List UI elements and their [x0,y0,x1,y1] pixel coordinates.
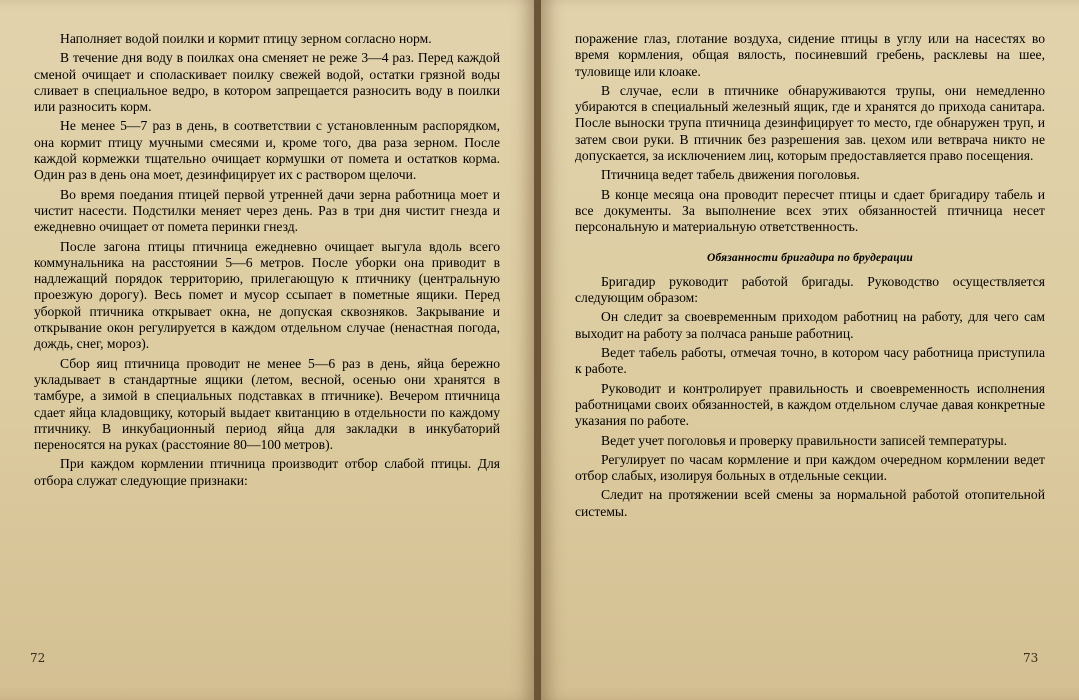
paragraph: В конце месяца она проводит пересчет птицы и сдает бригадиру табель и все документы. За выполнение всех этих обязанностей птичница несет персональную и материальную ответственность. [575,186,1045,235]
paragraph: Птичница ведет табель движения поголовья. [601,167,860,183]
paragraph: При каждом кормлении птичница производит отбор слабой птицы. Для отбора служат следующие признаки: [34,456,500,488]
right-page-text [575,31,1045,523]
paragraph: Сбор яиц птичница проводит не менее 5—6 раз в день, яйца бережно укладывает в стандартные ящики (летом, весной, осенью они хранятся в тамбуре, а зимой в специальных подставках в птичнике). Вечером птичница сдает яйца кладовщику, который выдает квитанцию в отдельности по каждому птичнику. В инкубационный период яйца для закладки в инкубаторий переносятся на руках (расстояние 80—100 метров). [34,355,500,453]
left-page-text [34,31,500,492]
paragraph: Регулирует по часам кормление и при каждом очередном кормлении ведет отбор слабых, изолируя больных в отдельные секции. [575,451,1045,484]
paragraph: Во время поедания птицей первой утренней дачи зерна работница моет и чистит насести. Подстилки меняет через день. Раз в три дня чистит гнезда и ежедневно очищает от помета перинки гнезд. [34,186,500,235]
paragraph: Ведет табель работы, отмечая точно, в котором часу работница приступила к работе. [575,345,1045,377]
paragraph: Следит на протяжении всей смены за нормальной работой отопительной системы. [575,487,1045,519]
paragraph: После загона птицы птичница ежедневно очищает выгула вдоль всего коммунальника на расстоянии 5—6 метров. После уборки она приводит в надлежащий порядок территорию, прилегающую к птичнику (центральную проезжую дорогу). Весь помет и мусор ссыпает в пометные ящики. Перед уборкой птичника открывает окна, не допуская сквозняков. Закрывание и открывание окон регулируется в каждом отдельном случае (ненастная погода, дождь, снег, мороз). [34,238,500,352]
paragraph: Бригадир руководит работой бригады. Руководство осуществляется следующим образом: [575,273,1045,306]
paragraph: Он следит за своевременным приходом работниц на работу, для чего сам выходит на работу за полчаса раньше работниц. [575,309,1045,341]
paragraph: В случае, если в птичнике обнаруживаются трупы, они немедленно убираются в специальный железный ящик, где и хранятся до прихода санитара. После выноски трупа птичница дезинфицирует то место, где обнаружен труп, и затем свои руки. В птичник без разрешения зав. цехом или ветврача никто не допускается, за исключением лиц, которым предоставляется право посещения. [575,82,1045,164]
page-number-right: 73 [1023,651,1039,665]
paragraph: Наполняет водой поилки и кормит птицу зерном согласно норм. [60,31,432,46]
paragraph: В течение дня воду в поилках она сменяет не реже 3—4 раз. Перед каждой сменой очищает и споласкивает поилку свежей водой, остатки грязной воды сливает в специальное ведро, в котором запрещается разносить воду в поилки или разносить корм. [34,50,500,115]
paragraph: поражение глаз, глотание воздуха, сидение птицы в углу или на насестях во время кормления, общая вялость, посиневший гребень, расклевы на шее, туловище или клоаке. [575,31,1045,79]
paragraph: Не менее 5—7 раз в день, в соответствии с установленным распорядком, она кормит птицу мучными смесями и, кроме того, два раза зерном. После каждой кормежки тщательно очищает кормушки от помета и остатков корма. Один раз в день она моет, дезинфицирует их с раствором щелочи. [34,118,500,183]
section-heading: Обязанности бригадира по брудерации [706,251,914,264]
paragraph: Ведет учет поголовья и проверку правильности записей температуры. [601,432,1008,448]
page-number-left: 72 [30,651,46,665]
paragraph: Руководит и контролирует правильность и своевременность исполнения работницами своих обязанностей, в каждом отдельном случае давая конкретные указания по работе. [575,380,1045,429]
